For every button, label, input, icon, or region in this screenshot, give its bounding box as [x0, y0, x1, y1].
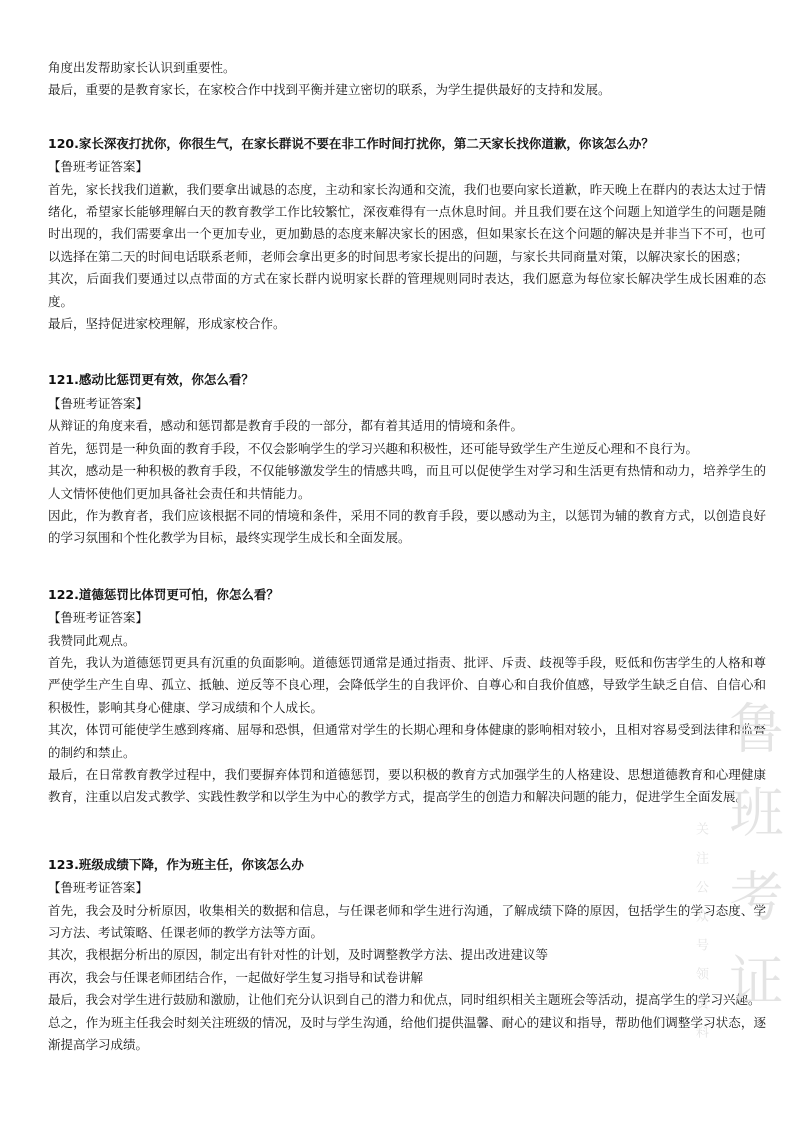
- paragraph: 首先，我认为道德惩罚更具有沉重的负面影响。道德惩罚通常是通过指责、批评、斥责、歧视等手段，贬低和伤害学生的人格和尊严使学生产生自卑、孤立、抵触、逆反等不良心理，会降低学生的自我评价、自尊心和自我价值感，导致学生缺乏自信、自信心和积极性，影响其身心健康、学习成绩和个人成长。: [48, 654, 766, 715]
- question-title: 121.感动比惩罚更有效，你怎么看？: [48, 372, 254, 388]
- document-page: [48, 57, 766, 1056]
- paragraph: 我赞同此观点。: [48, 632, 136, 648]
- intro-section: [48, 57, 766, 102]
- paragraph: 其次，后面我们要通过以点带面的方式在家长群内说明家长群的管理规则同时表达，我们愿意为每位家长解决学生成长困难的态度。: [48, 271, 766, 309]
- paragraph: 因此，作为教育者，我们应该根据不同的情境和条件，采用不同的教育手段，要以感动为主，以惩罚为辅的教育方式，以创造良好的学习氛围和个性化教学为目标，最终实现学生成长和全面发展。: [48, 507, 766, 546]
- paragraph: 再次，我会与任课老师团结合作，一起做好学生复习指导和试卷讲解: [48, 969, 424, 985]
- question-title: 123.班级成绩下降，作为班主任，你该怎么办: [48, 856, 304, 872]
- paragraph: 首先，我会及时分析原因，收集相关的数据和信息，与任课老师和学生进行沟通，了解成绩下降的原因，包括学生的学习态度、学习方法、考试策略、任课老师的教学方法等方面。: [48, 902, 766, 940]
- paragraph: 其次，体罚可能使学生感到疼痛、屈辱和恐惧，但通常对学生的长期心理和身体健康的影响相对较小，且相对容易受到法律和监督的制约和禁止。: [48, 722, 766, 760]
- paragraph: 角度出发帮助家长认识到重要性。: [48, 60, 236, 75]
- paragraph: 总之，作为班主任我会时刻关注班级的情况，及时与学生沟通，给他们提供温馨、耐心的建议和指导，帮助他们调整学习状态，逐渐提高学习成绩。: [48, 1014, 766, 1053]
- answer-tag: 【鲁班考证答案】: [48, 395, 149, 411]
- paragraph: 首先，家长找我们道歉，我们要拿出诚恳的态度，主动和家长沟通和交流，我们也要向家长道歉，昨天晚上在群内的表达太过于情绪化，希望家长能够理解白天的教育教学工作比较繁忙，深夜难得有一点休息时间。并且我们要在这个问题上知道学生的问题是随时出现的，我们需要拿出一个更加专业，更加勤恳的态度来解决家长的困惑，但如果家长在这个问题的解决是并非当下不可，也可以选择在第二天的时间电话联系老师，老师会拿出更多的时间思考家长提出的问题，与家长共同商量对策，以解决家长的困惑；: [48, 181, 766, 264]
- paragraph: 首先，惩罚是一种负面的教育手段，不仅会影响学生的学习兴趣和积极性，还可能导致学生产生逆反心理和不良行为。: [48, 440, 699, 456]
- paragraph: 从辩证的角度来看，感动和惩罚都是教育手段的一部分，都有着其适用的情境和条件。: [48, 418, 524, 434]
- paragraph: 最后，在日常教育教学过程中，我们要摒弃体罚和道德惩罚，要以积极的教育方式加强学生的人格建设、思想道德教育和心理健康教育，注重以启发式教学、实践性教学和以学生为中心的教学方式，提高学生的创造力和解决问题的能力，促进学生全面发展。: [48, 766, 766, 805]
- answer-tag: 【鲁班考证答案】: [48, 159, 149, 175]
- answer-tag: 【鲁班考证答案】: [48, 880, 149, 896]
- question-title: 122.道德惩罚比体罚更可怕，你怎么看？: [48, 586, 279, 602]
- answer-tag: 【鲁班考证答案】: [48, 610, 149, 626]
- question-121: [48, 369, 766, 549]
- question-122: [48, 584, 766, 809]
- paragraph: 最后，我会对学生进行鼓励和激励，让他们充分认识到自己的潜力和优点，同时组织相关主题班会等活动，提高学生的学习兴趣。: [48, 992, 761, 1008]
- watermark-small: 关注公众号领资料: [693, 822, 708, 1054]
- paragraph: 其次，我根据分析出的原因，制定出有针对性的计划，及时调整教学方法、提出改进建议等: [48, 947, 549, 963]
- question-title: 120.家长深夜打扰你，你很生气，在家长群说不要在非工作时间打扰你，第二天家长找你道歉，你该怎么办？: [48, 135, 654, 151]
- question-120: [48, 133, 766, 336]
- paragraph: 最后，重要的是教育家长，在家校合作中找到平衡并建立密切的联系，为学生提供最好的支持和发展。: [48, 82, 611, 98]
- paragraph: 最后，坚持促进家校理解，形成家校合作。: [48, 316, 286, 332]
- question-123: [48, 854, 766, 1057]
- paragraph: 其次，感动是一种积极的教育手段，不仅能够激发学生的情感共鸣，而且可以促使学生对学习和生活更有热情和动力，培养学生的人文情怀使他们更加具备社会责任和共情能力。: [48, 463, 766, 501]
- watermark-large: 鲁班考证: [721, 700, 784, 1036]
